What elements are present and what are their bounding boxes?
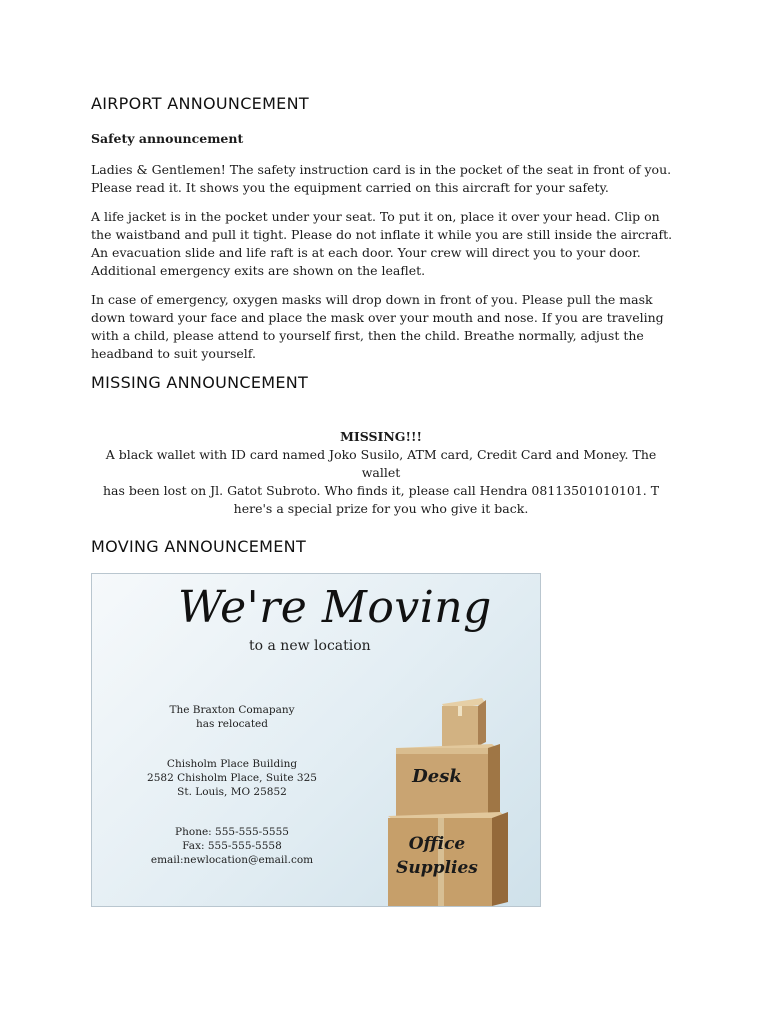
airport-paragraph-2: A life jacket is in the pocket under your seat. To put it on, place it over your head. Clip on the waistband and pull it tight. Please do not inflate it while you are still inside the aircraft. An evacuation slide and life raft is at each door. Your crew will direct you to your door. Additional emergency exits are shown on the leaflet. [91, 209, 673, 278]
card-title: We're Moving [178, 582, 492, 633]
card-phone: Phone: 555-555-5555 [175, 826, 289, 838]
moving-heading: MOVING ANNOUNCEMENT [91, 537, 307, 556]
card-contact [132, 825, 332, 867]
moving-boxes-illustration [382, 692, 532, 907]
box-label-supplies: Supplies [396, 858, 478, 878]
card-company-line-1: The Braxton Comapany [169, 704, 295, 716]
box-label-office: Office [408, 834, 466, 854]
card-email: email:newlocation@email.com [150, 854, 314, 866]
missing-line-1: A black wallet with ID card named Joko Susilo, ATM card, Credit Card and Money. The wallet [105, 447, 657, 480]
airport-paragraph-1: Ladies & Gentlemen! The safety instruction card is in the pocket of the seat in front of you. Please read it. It shows you the equipment carried on this aircraft for your safety. [91, 162, 672, 195]
missing-title: MISSING!!! [340, 429, 422, 444]
airport-paragraph-3: In case of emergency, oxygen masks will drop down in front of you. Please pull the mask down toward your face and place the mask over your mouth and nose. If you are traveling with a child, please attend to yourself first, then the child. Breathe normally, adjust the headband to suit yourself. [91, 292, 664, 361]
card-fax: Fax: 555-555-5558 [182, 840, 282, 852]
airport-heading: AIRPORT ANNOUNCEMENT [91, 94, 309, 113]
card-subtitle: to a new location [249, 638, 371, 654]
airport-subheading: Safety announcement [91, 131, 244, 146]
card-address-line-2: 2582 Chisholm Place, Suite 325 [147, 772, 317, 784]
missing-line-3: here's a special prize for you who give it back. [233, 501, 529, 516]
missing-line-2: has been lost on Jl. Gatot Subroto. Who finds it, please call Hendra 08113501010101. T [102, 483, 660, 498]
missing-heading: MISSING ANNOUNCEMENT [91, 373, 309, 392]
card-address-line-3: St. Louis, MO 25852 [177, 786, 287, 798]
box-label-desk: Desk [412, 766, 462, 787]
box-label-office-supplies [392, 832, 482, 880]
card-address-line-1: Chisholm Place Building [166, 758, 298, 770]
moving-card [91, 573, 541, 907]
card-address [132, 757, 332, 799]
missing-notice [91, 428, 671, 518]
card-company [132, 703, 332, 731]
card-company-line-2: has relocated [196, 718, 268, 730]
